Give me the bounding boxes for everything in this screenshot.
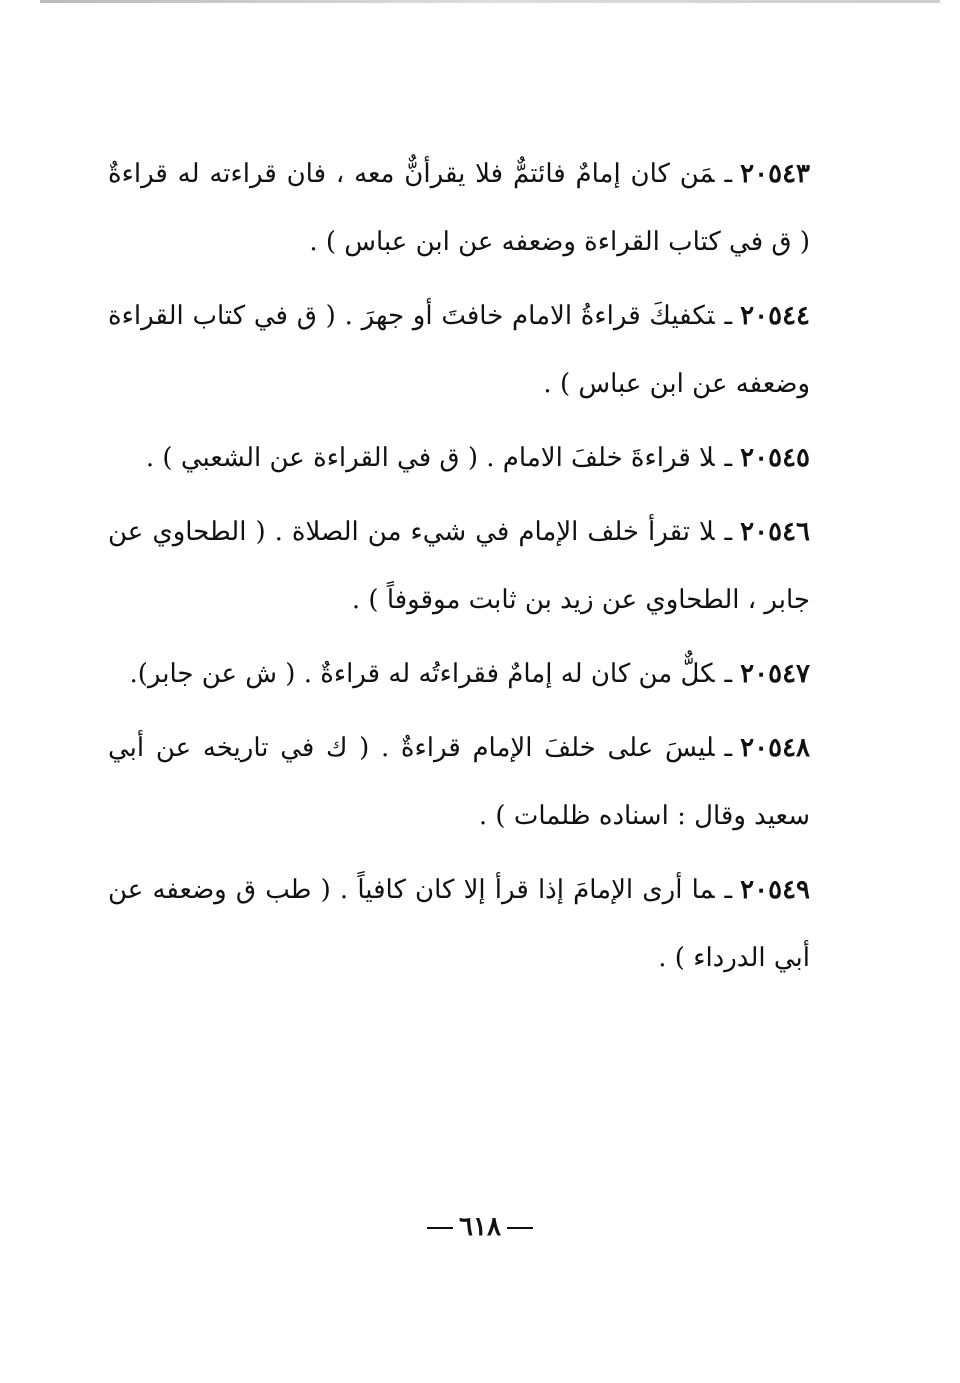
hadith-entry-20547 [108, 640, 810, 708]
hadith-entry-20544 [108, 282, 810, 418]
entry-dash: ـ [724, 659, 733, 689]
entry-text: لا قراءةَ خلفَ الامام . ( ق في القراءة عن الشعبي ) . [145, 443, 715, 473]
entry-text: لا تقرأ خلف الإمام في شيء من الصلاة . ( الطحاوي عن جابر ، الطحاوي عن زيد بن ثابت موقوفاً ) . [108, 517, 810, 615]
entry-dash: ـ [724, 301, 733, 331]
page-number-footer [0, 1212, 960, 1242]
entry-number: ٢٠٥٤٣ [740, 159, 810, 189]
footer-dash-left [427, 1227, 453, 1229]
entry-number: ٢٠٥٤٨ [740, 733, 810, 763]
hadith-entry-20543 [108, 140, 810, 276]
hadith-entry-20546 [108, 498, 810, 634]
hadith-entry-20548 [108, 714, 810, 850]
footer-dash-right [507, 1227, 533, 1229]
entry-number: ٢٠٥٤٥ [740, 443, 810, 473]
entry-dash: ـ [724, 159, 733, 189]
entry-text: مَن كان إمامٌ فائتمٌّ فلا يقرأنٌّ معه ، فان قراءته له قراءةٌ ( ق في كتاب القراءة وضعفه عن ابن عباس ) . [108, 159, 810, 257]
entry-number: ٢٠٥٤٦ [740, 517, 810, 547]
entry-text: تكفيكَ قراءةُ الامام خافتَ أو جهرَ . ( ق في كتاب القراءة وضعفه عن ابن عباس ) . [108, 301, 810, 399]
entry-number: ٢٠٥٤٩ [740, 875, 810, 905]
entry-text: ليسَ على خلفَ الإمام قراءةٌ . ( ك في تاريخه عن أبي سعيد وقال : اسناده ظلمات ) . [108, 733, 810, 831]
top-edge-rule [40, 0, 940, 3]
entry-text: ما أرى الإمامَ إذا قرأ إلا كان كافياً . ( طب ق وضعفه عن أبي الدرداء ) . [108, 875, 810, 973]
hadith-entry-20545 [108, 424, 810, 492]
entry-dash: ـ [724, 733, 733, 763]
hadith-entry-20549 [108, 856, 810, 992]
entry-dash: ـ [724, 875, 733, 905]
entry-dash: ـ [724, 517, 733, 547]
entry-text: كلٌّ من كان له إمامٌ فقراءتُه له قراءةٌ . ( ش عن جابر). [129, 659, 715, 689]
page-body [108, 140, 810, 998]
entry-dash: ـ [724, 443, 733, 473]
page-number: ٦١٨ [459, 1212, 501, 1242]
entry-number: ٢٠٥٤٤ [740, 301, 810, 331]
entry-number: ٢٠٥٤٧ [740, 659, 810, 689]
